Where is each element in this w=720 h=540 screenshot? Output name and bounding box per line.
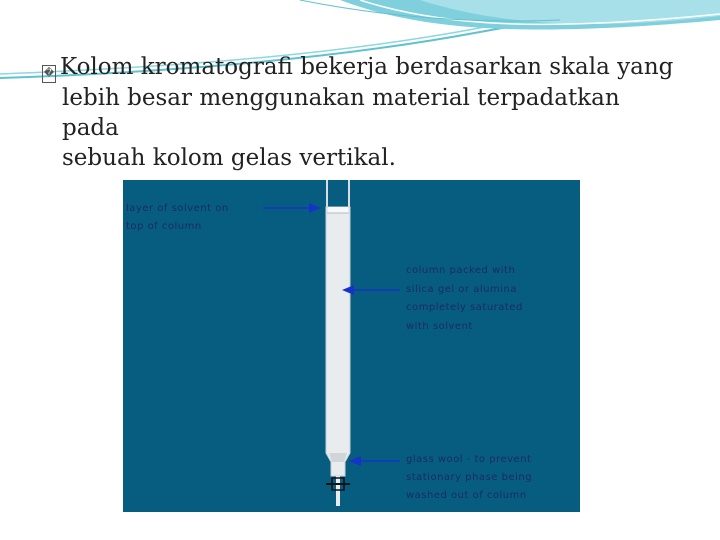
label-solvent-layer-line-1: layer of solvent on bbox=[126, 203, 229, 214]
label-column-packing-line-1: column packed with bbox=[406, 265, 516, 276]
bullet-icon: � bbox=[42, 65, 56, 83]
glass-column bbox=[326, 180, 350, 506]
label-column-packing-line-4: with solvent bbox=[406, 321, 473, 332]
label-glass-wool-line-2: stationary phase being bbox=[406, 472, 533, 483]
bullet-line-1-text: Kolom kromatografi bekerja berdasarkan skala yang bbox=[60, 54, 674, 80]
bullet-text bbox=[42, 52, 682, 173]
label-glass-wool-line-1: glass wool - to prevent bbox=[406, 454, 532, 465]
bullet-line-2: lebih besar menggunakan material terpadatkan pada bbox=[62, 85, 620, 141]
bullet-line-1 bbox=[42, 52, 682, 83]
label-column-packing-line-2: silica gel or alumina bbox=[406, 284, 517, 295]
label-glass-wool-line-3: washed out of column bbox=[406, 490, 527, 501]
label-solvent-layer-line-2: top of column bbox=[126, 221, 202, 232]
label-column-packing-line-3: completely saturated bbox=[406, 302, 523, 313]
bullet-line-3: sebuah kolom gelas vertikal. bbox=[62, 145, 396, 171]
chromatography-column-diagram bbox=[123, 180, 580, 512]
